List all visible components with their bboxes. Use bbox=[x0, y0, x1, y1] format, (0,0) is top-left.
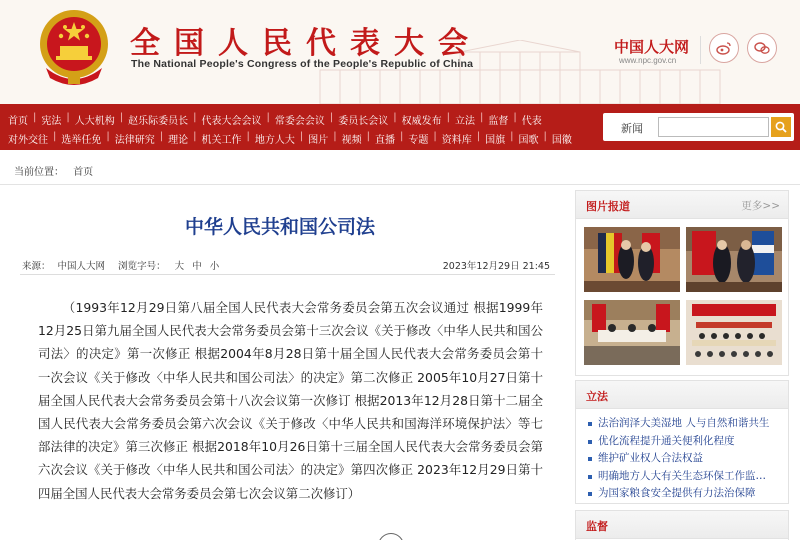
weibo-icon bbox=[716, 41, 732, 55]
photo-talks bbox=[584, 300, 680, 365]
breadcrumb bbox=[14, 163, 93, 178]
legislation-panel bbox=[575, 380, 789, 504]
list-item[interactable]: 维护矿业权人合法权益 bbox=[588, 450, 786, 468]
nav-anthem[interactable]: 国歌 bbox=[518, 135, 539, 146]
weibo-button[interactable] bbox=[709, 33, 739, 63]
list-item[interactable]: 为国家粮食安全提供有力法治保障 bbox=[588, 485, 786, 503]
search-category-label[interactable]: 新闻 bbox=[621, 122, 643, 135]
nav-database[interactable]: 资料库 bbox=[441, 135, 472, 146]
wechat-button[interactable] bbox=[747, 33, 777, 63]
npc-logo-url: www.npc.gov.cn bbox=[619, 56, 677, 65]
site-header bbox=[0, 0, 800, 104]
nav-chairman[interactable]: 赵乐际委员长 bbox=[128, 116, 189, 127]
nav-elections[interactable]: 选举任免 bbox=[61, 135, 102, 146]
supervision-title: 监督 bbox=[586, 520, 608, 533]
nav-legal-research[interactable]: 法律研究 bbox=[114, 135, 155, 146]
nav-live[interactable]: 直播 bbox=[375, 135, 395, 146]
photo-meeting-flags bbox=[584, 227, 680, 292]
site-subtitle: The National People's Congress of the People's Republic of China bbox=[131, 58, 474, 70]
article-body: （1993年12月29日第八届全国人民代表大会常务委员会第五次会议通过 根据1999年12月25日第九届全国人民代表大会常务委员会第十三次会议《关于修改〈中华人民共和国公司法〉的决定》第一次修正 根据2004年8月28日第十届全国人民代表大会常务委员会第十一次会议《关于修改〈中华人民共和国公司法〉的决定》第二次修正 2005年10月27日第十届全国人民代表大会常务委员会第十八次会议第一次修订 根据2013年12月28日第十二届全国人民代表大会常务委员会第六次会议《关于修改〈中华人民共和国海洋环境保护法〉等七部法律的决定》第三次修正 根据2018年10月26日第十三届全国人民代表大会常务委员会第六次会议《关于修改〈中华人民共和国公司法〉的决定》第四次修正 2023年12月29日第十四届全国人民代表大会常务委员会第七次会议第二次修订） bbox=[38, 300, 543, 501]
nav-standing-committee[interactable]: 常委会会议 bbox=[274, 116, 325, 127]
nav-emblem[interactable]: 国徽 bbox=[551, 135, 572, 146]
photo-thumbnail[interactable] bbox=[584, 300, 680, 365]
photo-report-title: 图片报道 bbox=[586, 200, 630, 213]
photo-report-more-link[interactable]: 更多>> bbox=[741, 200, 780, 212]
nav-foreign[interactable]: 对外交往 bbox=[8, 135, 48, 146]
nav-chairmen-council[interactable]: 委员长会议 bbox=[338, 116, 389, 127]
photo-report-header bbox=[576, 191, 788, 219]
nav-institutions[interactable]: 人大机构 bbox=[74, 116, 115, 127]
list-item[interactable]: 法治润泽大美湿地 人与自然和谐共生 bbox=[588, 415, 786, 433]
photo-conference bbox=[686, 300, 782, 365]
nav-theory[interactable]: 理论 bbox=[168, 135, 189, 146]
nav-office-work[interactable]: 机关工作 bbox=[201, 135, 242, 146]
nav-row-2: 对外交往 | 选举任免 | 法律研究 | 理论 | 机关工作 | 地方人大 | 图片 | 视频 | 直播 | 专题 | 资料库 | 国旗 | 国歌 | 国徽 bbox=[8, 131, 572, 146]
nav-legislation[interactable]: 立法 bbox=[455, 116, 475, 127]
scroll-indicator[interactable] bbox=[378, 533, 404, 540]
legislation-list bbox=[588, 415, 786, 503]
nav-home[interactable]: 首页 bbox=[8, 116, 28, 127]
search-box bbox=[603, 113, 794, 141]
list-item[interactable]: 优化流程提升通关便利化程度 bbox=[588, 433, 786, 451]
breadcrumb-prefix: 当前位置： bbox=[14, 167, 64, 178]
search-input[interactable] bbox=[658, 117, 769, 137]
supervision-header bbox=[576, 511, 788, 539]
legislation-header bbox=[576, 381, 788, 409]
nav-video[interactable]: 视频 bbox=[341, 135, 362, 146]
source-value: 中国人大网 bbox=[57, 261, 106, 272]
article-title: 中华人民共和国公司法 bbox=[184, 216, 375, 238]
photo-handshake bbox=[686, 227, 782, 292]
nav-deputies[interactable]: 代表 bbox=[521, 116, 542, 127]
nav-flag[interactable]: 国旗 bbox=[485, 135, 506, 146]
national-emblem-icon bbox=[38, 8, 110, 86]
photo-report-panel bbox=[575, 190, 789, 376]
nav-row-1: 首页 | 宪法 | 人大机构 | 赵乐际委员长 | 代表大会会议 | 常委会会议 | 委员长会议 | 权威发布 | 立法 | 监督 | 代表 bbox=[8, 112, 542, 127]
legislation-title: 立法 bbox=[586, 390, 608, 403]
breadcrumb-divider bbox=[0, 184, 800, 185]
font-size-small[interactable]: 小 bbox=[209, 261, 220, 272]
article-meta bbox=[22, 258, 550, 272]
meta-divider bbox=[20, 274, 555, 275]
nav-supervision[interactable]: 监督 bbox=[488, 116, 509, 127]
search-icon bbox=[775, 121, 787, 133]
breadcrumb-home[interactable]: 首页 bbox=[73, 167, 94, 178]
nav-releases[interactable]: 权威发布 bbox=[401, 116, 442, 127]
font-size-large[interactable]: 大 bbox=[174, 261, 185, 272]
list-item[interactable]: 明确地方人大有关生态环保工作监… bbox=[588, 468, 786, 486]
font-size-label: 浏览字号： bbox=[118, 261, 166, 272]
wechat-icon bbox=[754, 41, 770, 55]
font-size-medium[interactable]: 中 bbox=[192, 261, 202, 272]
supervision-panel bbox=[575, 510, 789, 540]
header-divider bbox=[700, 36, 701, 64]
site-title: 全国人民代表大会 bbox=[130, 26, 482, 61]
photo-thumbnail[interactable] bbox=[584, 227, 680, 292]
photo-grid bbox=[584, 227, 782, 373]
nav-congress-sessions[interactable]: 代表大会会议 bbox=[201, 116, 262, 127]
nav-topics[interactable]: 专题 bbox=[408, 135, 429, 146]
photo-thumbnail[interactable] bbox=[686, 300, 782, 365]
search-button[interactable] bbox=[771, 117, 791, 137]
npc-logo-text[interactable]: 中国人大网 bbox=[614, 38, 690, 56]
source-label: 来源： bbox=[22, 261, 51, 272]
nav-pictures[interactable]: 图片 bbox=[308, 135, 329, 146]
main-nav bbox=[0, 104, 800, 150]
nav-constitution[interactable]: 宪法 bbox=[41, 116, 62, 127]
nav-local-congress[interactable]: 地方人大 bbox=[254, 135, 295, 146]
photo-thumbnail[interactable] bbox=[686, 227, 782, 292]
publish-date: 2023年12月29日 21:45 bbox=[442, 261, 550, 272]
